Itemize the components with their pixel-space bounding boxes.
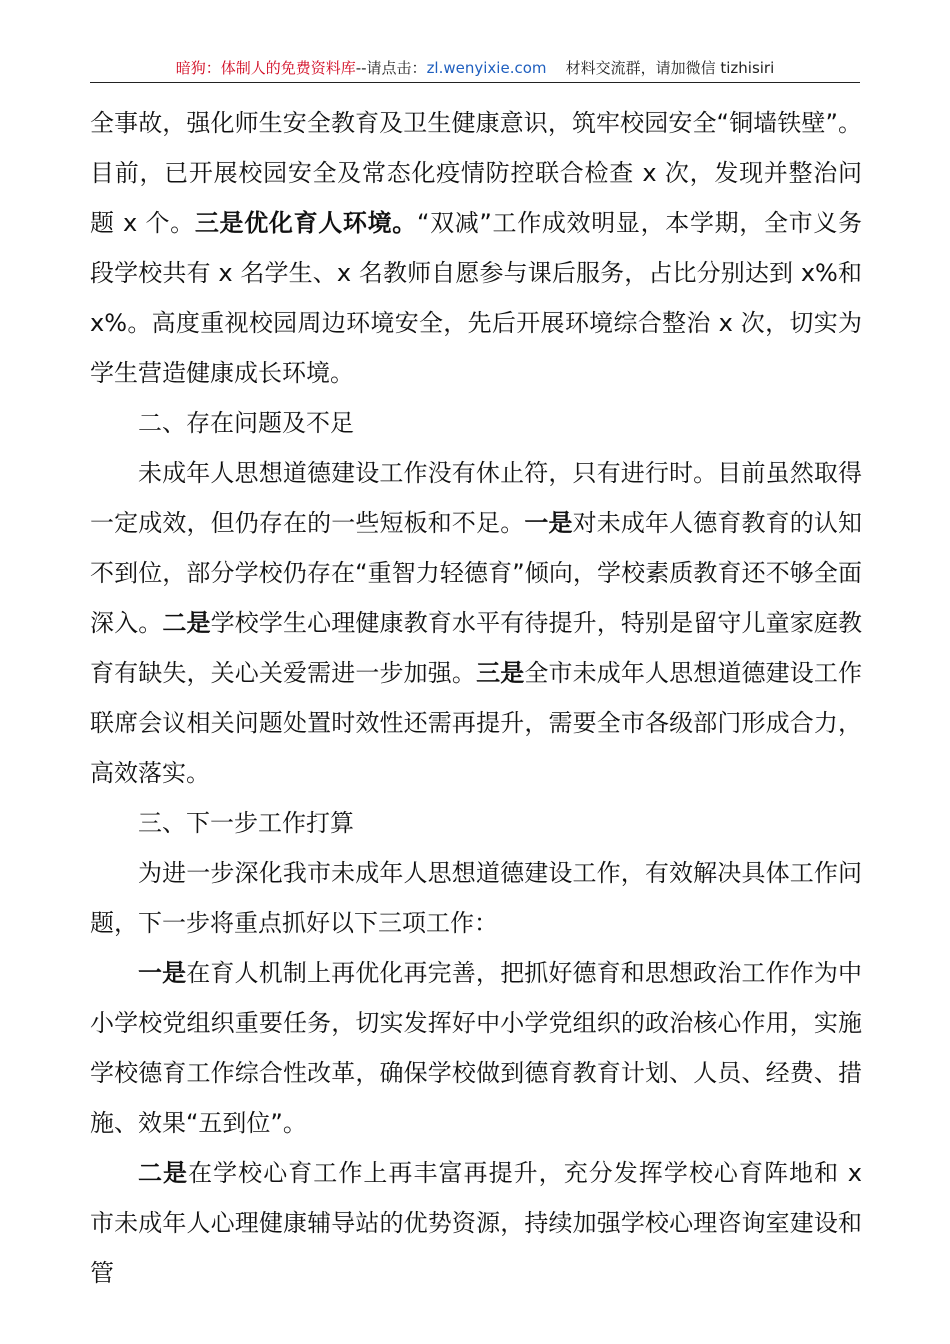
paragraph-text: 在育人机制上再优化再完善，把抓好德育和思想政治工作作为中小学校党组织重要任务，切实发挥好中小学党组织的政治核心作用，实施学校德育工作综合性改革，确保学校做到德育教育计划、人员、经费、措施、效果“五到位”。 <box>90 959 863 1137</box>
paragraph-text: 学校学生心理健康教育水平有待提升，特别是留守儿童家庭教育有缺失，关心关爱需进一步加强。 <box>90 609 863 687</box>
page-header <box>0 58 950 78</box>
paragraph-text: 未成年人思想道德建设工作没有休止符，只有进行时。目前虽然取得一定成效，但仍存在的一些短板和不足。 <box>90 459 862 537</box>
paragraph-text: 全市未成年人思想道德建设工作联席会议相关问题处置时效性还需再提升，需要全市各级部门形成合力，高效落实。 <box>90 659 863 787</box>
paragraph-bold-lead: 二是 <box>162 609 211 637</box>
paragraph-intro: 为进一步深化我市未成年人思想道德建设工作，有效解决具体工作问题，下一步将重点抓好以下三项工作： <box>90 859 862 937</box>
paragraph-item-two <box>90 1148 862 1298</box>
paragraph-bold-lead: 三是 <box>476 659 525 687</box>
paragraph-continuation <box>90 98 862 398</box>
paragraph-text: 全事故，强化师生安全教育及卫生健康意识，筑牢校园安全“铜墙铁壁”。目前，已开展校园安全及常态化疫情防控联合检查 x 次，发现并整治问题 x 个。 <box>90 109 862 237</box>
paragraph-bold-lead: 一是 <box>138 959 187 987</box>
section-heading-next-steps: 三、下一步工作打算 <box>138 809 354 837</box>
header-prompt: --请点击： <box>355 59 427 77</box>
paragraph-bold-lead: 二是 <box>138 1159 189 1187</box>
paragraph-bold-lead: 三是优化育人环境。 <box>194 209 417 237</box>
section-heading-problems: 二、存在问题及不足 <box>138 409 354 437</box>
paragraph-bold-lead: 一是 <box>524 509 573 537</box>
header-divider <box>90 82 860 83</box>
document-body <box>90 98 862 1298</box>
header-wechat-note: 材料交流群，请加微信 tizhisiri <box>565 59 775 77</box>
paragraph-item-one <box>90 948 862 1148</box>
paragraph-text: 对未成年人德育教育的认知不到位，部分学校仍存在“重智力轻德育”倾向，学校素质教育还不够全面深入。 <box>90 509 863 637</box>
paragraph-problems <box>90 448 862 798</box>
header-brand: 暗狗：体制人的免费资料库 <box>175 59 356 77</box>
paragraph-text: “双减”工作成效明显，本学期，全市义务段学校共有 x 名学生、x 名教师自愿参与课后服务，占比分别达到 x%和 x%。高度重视校园周边环境安全，先后开展环境综合整治 x 次，切实为学生营造健康成长环境。 <box>90 209 863 387</box>
header-link[interactable]: zl.wenyixie.com <box>426 59 547 77</box>
paragraph-text: 在学校心育工作上再丰富再提升，充分发挥学校心育阵地和 x 市未成年人心理健康辅导站的优势资源，持续加强学校心理咨询室建设和管 <box>90 1159 863 1287</box>
